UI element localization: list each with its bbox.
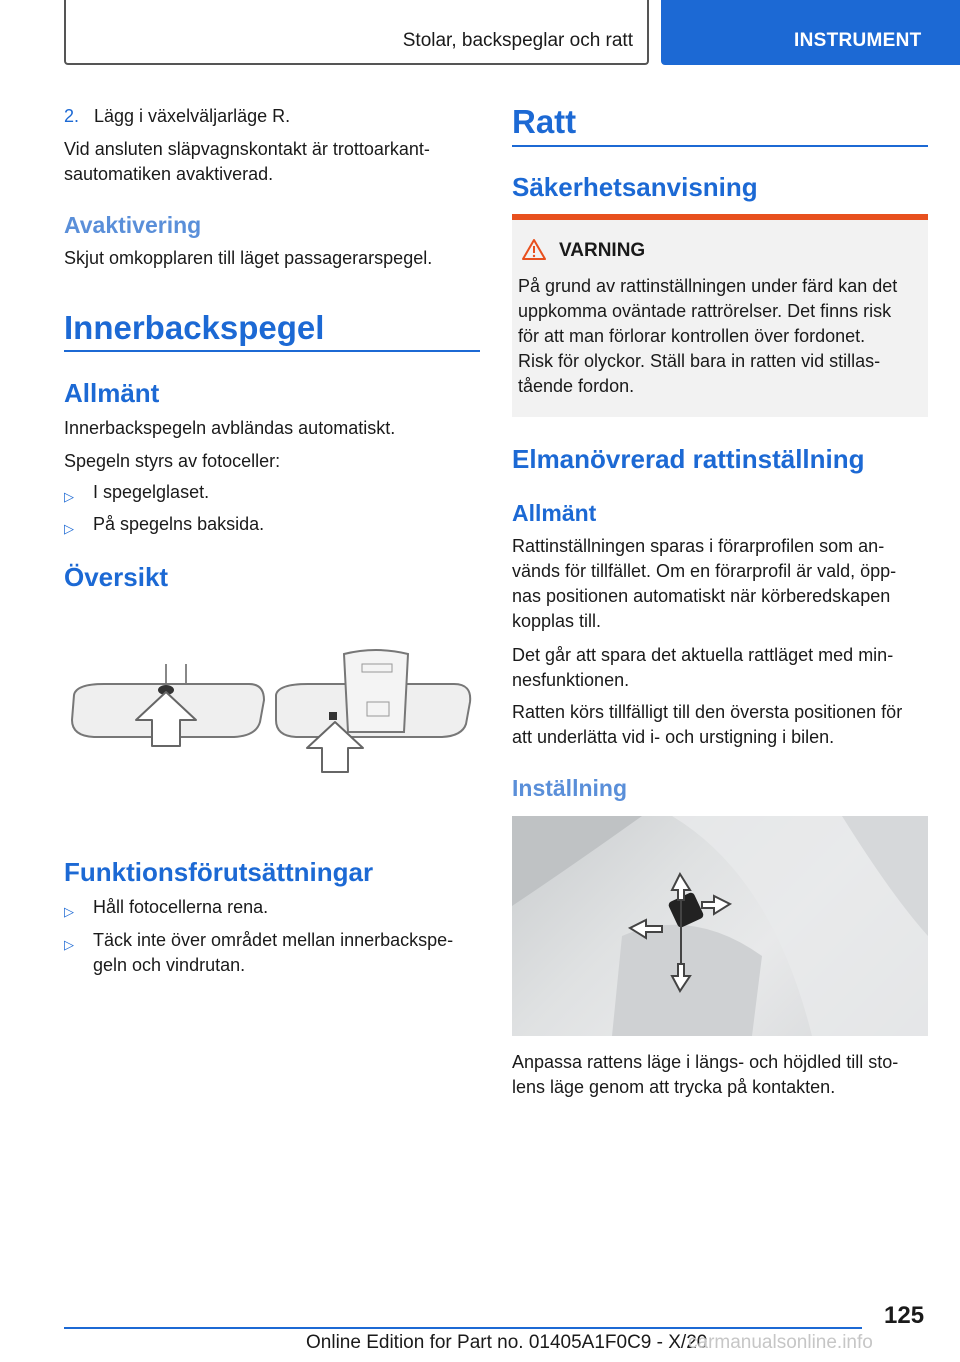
steering-column-photo [512,816,928,1036]
warning-title: VARNING [559,240,646,261]
electric-adjustment-heading: Elmanövrerad rattinställning [512,444,865,474]
running-header-section [64,0,649,65]
general-paragraph-2-line: Det går att spara det aktuella rattläget med min- [512,645,894,665]
warning-box [512,214,928,417]
list-item [64,480,480,505]
heading-rule [64,350,480,352]
deactivation-heading: Avaktivering [64,212,202,238]
bullet-icon: ▷ [64,489,74,504]
step-2 [64,104,290,129]
list-item-text: I spegelglaset. [93,482,210,502]
footer-rule [64,1327,862,1329]
bullet-icon: ▷ [64,521,74,536]
step-text: Lägg i växelväljarläge R. [94,106,291,126]
section-title: Stolar, backspeglar och ratt [402,30,633,51]
mirror-heading: Innerbackspegel [64,309,325,346]
general-paragraph-2: Spegeln styrs av fotoceller: [64,451,281,471]
heading-rule [512,145,928,147]
list-item-text: Täck inte över området mellan innerbackspe- [93,930,454,950]
list-item-text: Håll fotocellerna rena. [93,897,269,917]
step-number: 2. [64,106,80,126]
list-item-text: På spegelns baksida. [93,514,265,534]
warning-line: På grund av rattinställningen under färd kan det [518,276,898,296]
photo-caption-line: Anpassa rattens läge i längs- och höjdled till sto- [512,1052,899,1072]
prerequisites-heading: Funktionsförutsättningar [64,857,374,887]
chapter-tab[interactable] [661,0,960,65]
overview-heading: Översikt [64,562,169,592]
general-paragraph-1-line: nas positionen automatiskt när körberedskapen [512,586,891,606]
setting-heading: Inställning [512,775,627,801]
list-item [64,928,480,978]
bullet-icon: ▷ [64,904,74,919]
deactivation-text: Skjut omkopplaren till läget passagerarspegel. [64,248,433,268]
general-heading: Allmänt [512,500,597,526]
list-item [64,512,480,537]
steering-adjustment-illustration [512,816,928,1036]
list-item [64,895,480,920]
chapter-title: INSTRUMENT [794,30,922,51]
warning-line: Risk för olyckor. Ställ bara in ratten vid stillas- [518,351,881,371]
warning-line: uppkomma oväntade rattrörelser. Det finns risk [518,301,892,321]
general-heading: Allmänt [64,378,160,408]
general-paragraph-1-line: kopplas till. [512,611,602,631]
general-paragraph-2-line: nesfunktionen. [512,670,630,690]
general-paragraph-1-line: Rattinställningen sparas i förarprofilen som an- [512,536,885,556]
warning-bar [512,214,928,220]
edition-text: Online Edition for Part no. 01405A1F0C9 - X/20 [306,1332,708,1353]
intro-line-2: sautomatiken avaktiverad. [64,164,274,184]
watermark[interactable]: carmanualsonline.info [688,1332,873,1353]
warning-triangle-icon [522,238,546,260]
general-paragraph-3-line: att underlätta vid i- och urstigning i bilen. [512,727,835,747]
safety-heading: Säkerhetsanvisning [512,172,758,202]
page-number: 125 [884,1302,925,1329]
general-paragraph-3-line: Ratten körs tillfälligt till den översta positionen för [512,702,903,722]
general-paragraph-1-line: vänds för tillfället. Om en förarprofil är vald, öpp- [512,561,897,581]
mirror-illustration [64,640,480,780]
warning-line: tående fordon. [518,376,635,396]
general-paragraph-1: Innerbackspegeln avbländas automatiskt. [64,418,396,438]
intro-line-1: Vid ansluten släpvagnskontakt är trottoarkant- [64,139,430,159]
photo-caption-line: lens läge genom att trycka på kontakten. [512,1077,836,1097]
warning-line: för att man förlorar kontrollen över fordonet. [518,326,866,346]
wheel-heading: Ratt [512,103,577,140]
bullet-icon: ▷ [64,937,74,952]
list-item-text: geln och vindrutan. [93,955,246,975]
